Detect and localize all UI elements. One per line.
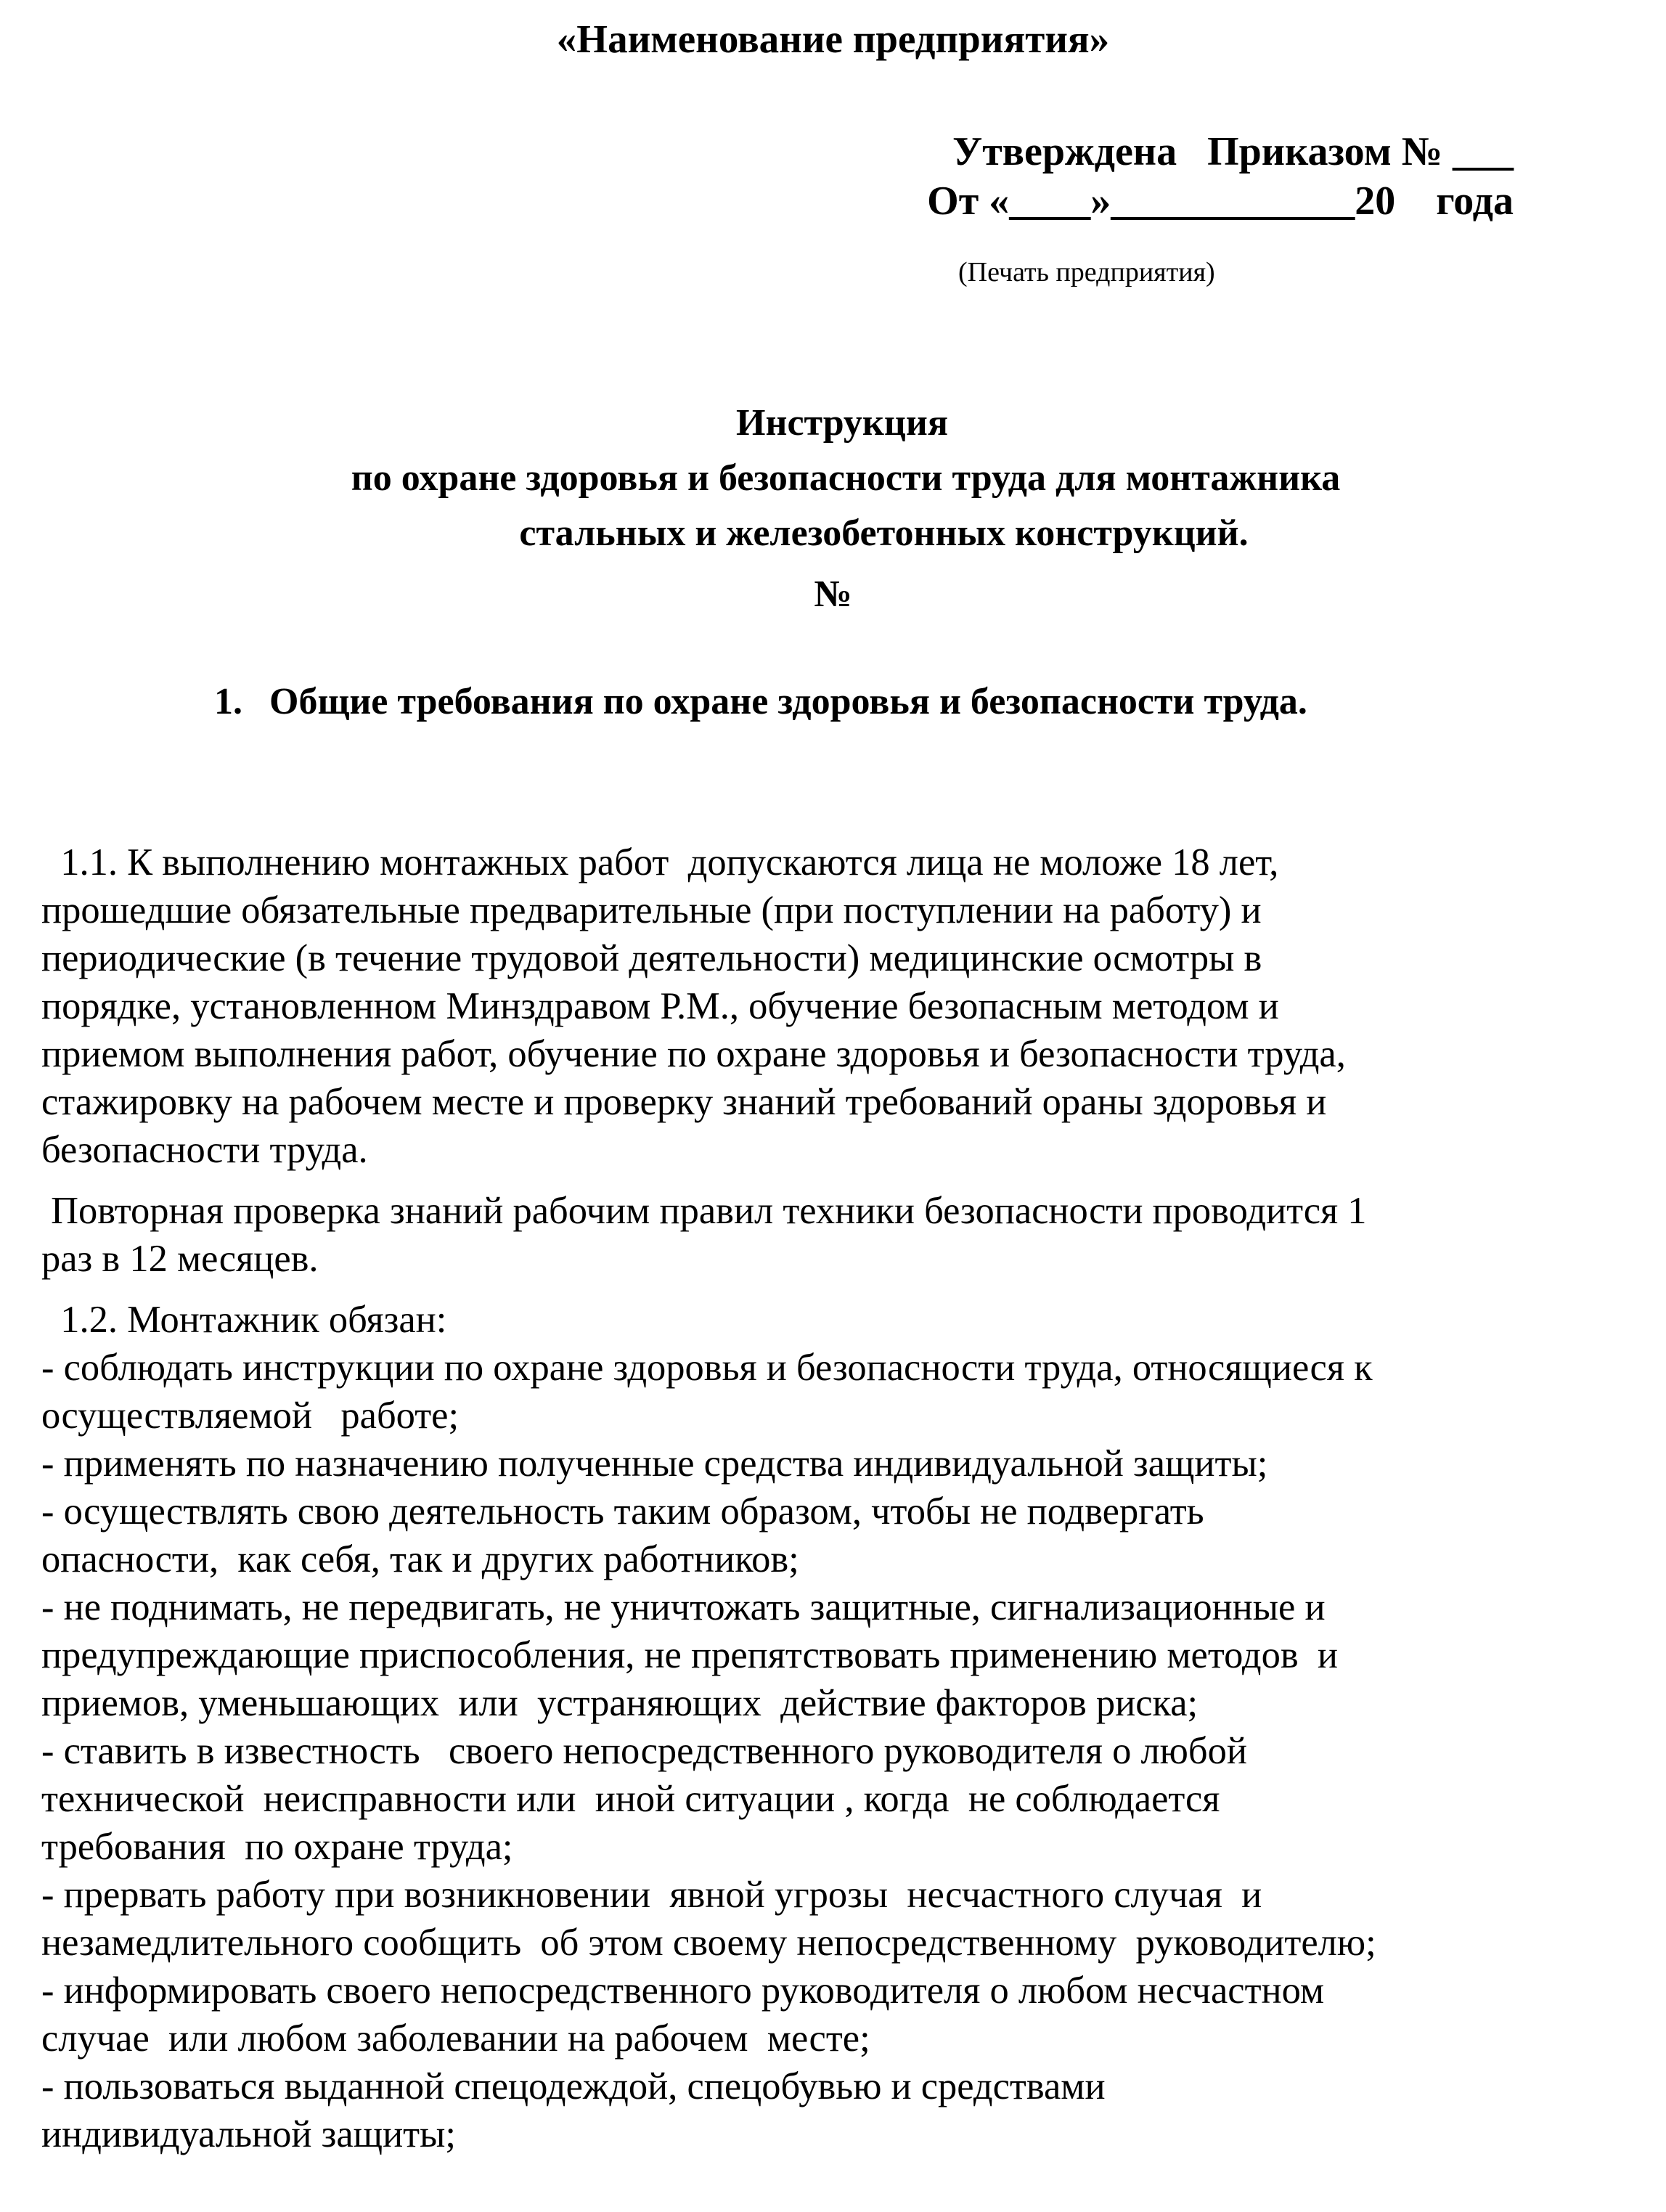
body-line: приемов, уменьшающих или устраняющих действие факторов риска; xyxy=(41,1682,1199,1724)
body-line: прошедшие обязательные предварительные (при поступлении на работу) и xyxy=(41,889,1262,931)
body-line: - соблюдать инструкции по охране здоровья и безопасности труда, относящиеся к xyxy=(41,1347,1373,1389)
body-line: приемом выполнения работ, обучение по охране здоровья и безопасности труда, xyxy=(41,1033,1346,1075)
approval-date-line: От «____»____________20 года xyxy=(927,179,1514,224)
body-line: раз в 12 месяцев. xyxy=(41,1238,319,1280)
section-heading-text: Общие требования по охране здоровья и безопасности труда. xyxy=(269,681,1307,722)
body-line: Повторная проверка знаний рабочим правил техники безопасности проводится 1 xyxy=(41,1190,1367,1232)
body-text xyxy=(41,838,1530,2158)
company-name: «Наименование предприятия» xyxy=(556,17,1110,61)
body-line: осуществляемой работе; xyxy=(41,1395,460,1437)
body-line: индивидуальной защиты; xyxy=(41,2113,456,2155)
body-line: случае или любом заболевании на рабочем месте; xyxy=(41,2017,870,2060)
body-line: - информировать своего непосредственного руководителя о любом несчастном xyxy=(41,1970,1325,2012)
body-line: - применять по назначению полученные средства индивидуальной защиты; xyxy=(41,1442,1268,1485)
title-line-3: стальных и железобетонных конструкций. xyxy=(519,513,1249,554)
title-number-sign: № xyxy=(814,574,852,615)
body-line: незамедлительного сообщить об этом своему непосредственному руководителю; xyxy=(41,1922,1376,1964)
body-line: - осуществлять свою деятельность таким образом, чтобы не подвергать xyxy=(41,1490,1204,1533)
body-line: предупреждающие приспособления, не препятствовать применению методов и xyxy=(41,1634,1338,1676)
title-line-1: Инструкция xyxy=(736,402,948,444)
body-line: периодические (в течение трудовой деятельности) медицинские осмотры в xyxy=(41,937,1262,979)
section-number: 1. xyxy=(214,681,242,722)
body-line: опасности, как себя, так и других работников; xyxy=(41,1538,799,1580)
body-line: 1.2. Монтажник обязан: xyxy=(41,1299,447,1341)
stamp-note: (Печать предприятия) xyxy=(958,257,1215,287)
body-line: - пользоваться выданной спецодеждой, спецобувью и средствами xyxy=(41,2065,1106,2107)
body-line: - не поднимать, не передвигать, не уничтожать защитные, сигнализационные и xyxy=(41,1586,1326,1628)
body-line: порядке, установленном Минздравом Р.М., обучение безопасным методом и xyxy=(41,985,1279,1027)
section-heading xyxy=(214,679,1307,725)
body-line: стажировку на рабочем месте и проверку знаний требований ораны здоровья и xyxy=(41,1081,1327,1123)
body-line: технической неисправности или иной ситуации , когда не соблюдается xyxy=(41,1778,1220,1820)
body-line: безопасности труда. xyxy=(41,1129,368,1171)
body-line: 1.1. К выполнению монтажных работ допускаются лица не моложе 18 лет, xyxy=(41,841,1279,883)
document-title xyxy=(0,396,1666,622)
body-line: требования по охране труда; xyxy=(41,1826,513,1868)
body-line: - ставить в известность своего непосредственного руководителя о любой xyxy=(41,1730,1247,1772)
title-line-2: по охране здоровья и безопасности труда для монтажника xyxy=(351,457,1341,499)
approval-block xyxy=(927,127,1514,226)
body-line: - прервать работу при возникновении явной угрозы несчастного случая и xyxy=(41,1874,1262,1916)
approval-order-line: Утверждена Приказом № ___ xyxy=(952,129,1514,174)
